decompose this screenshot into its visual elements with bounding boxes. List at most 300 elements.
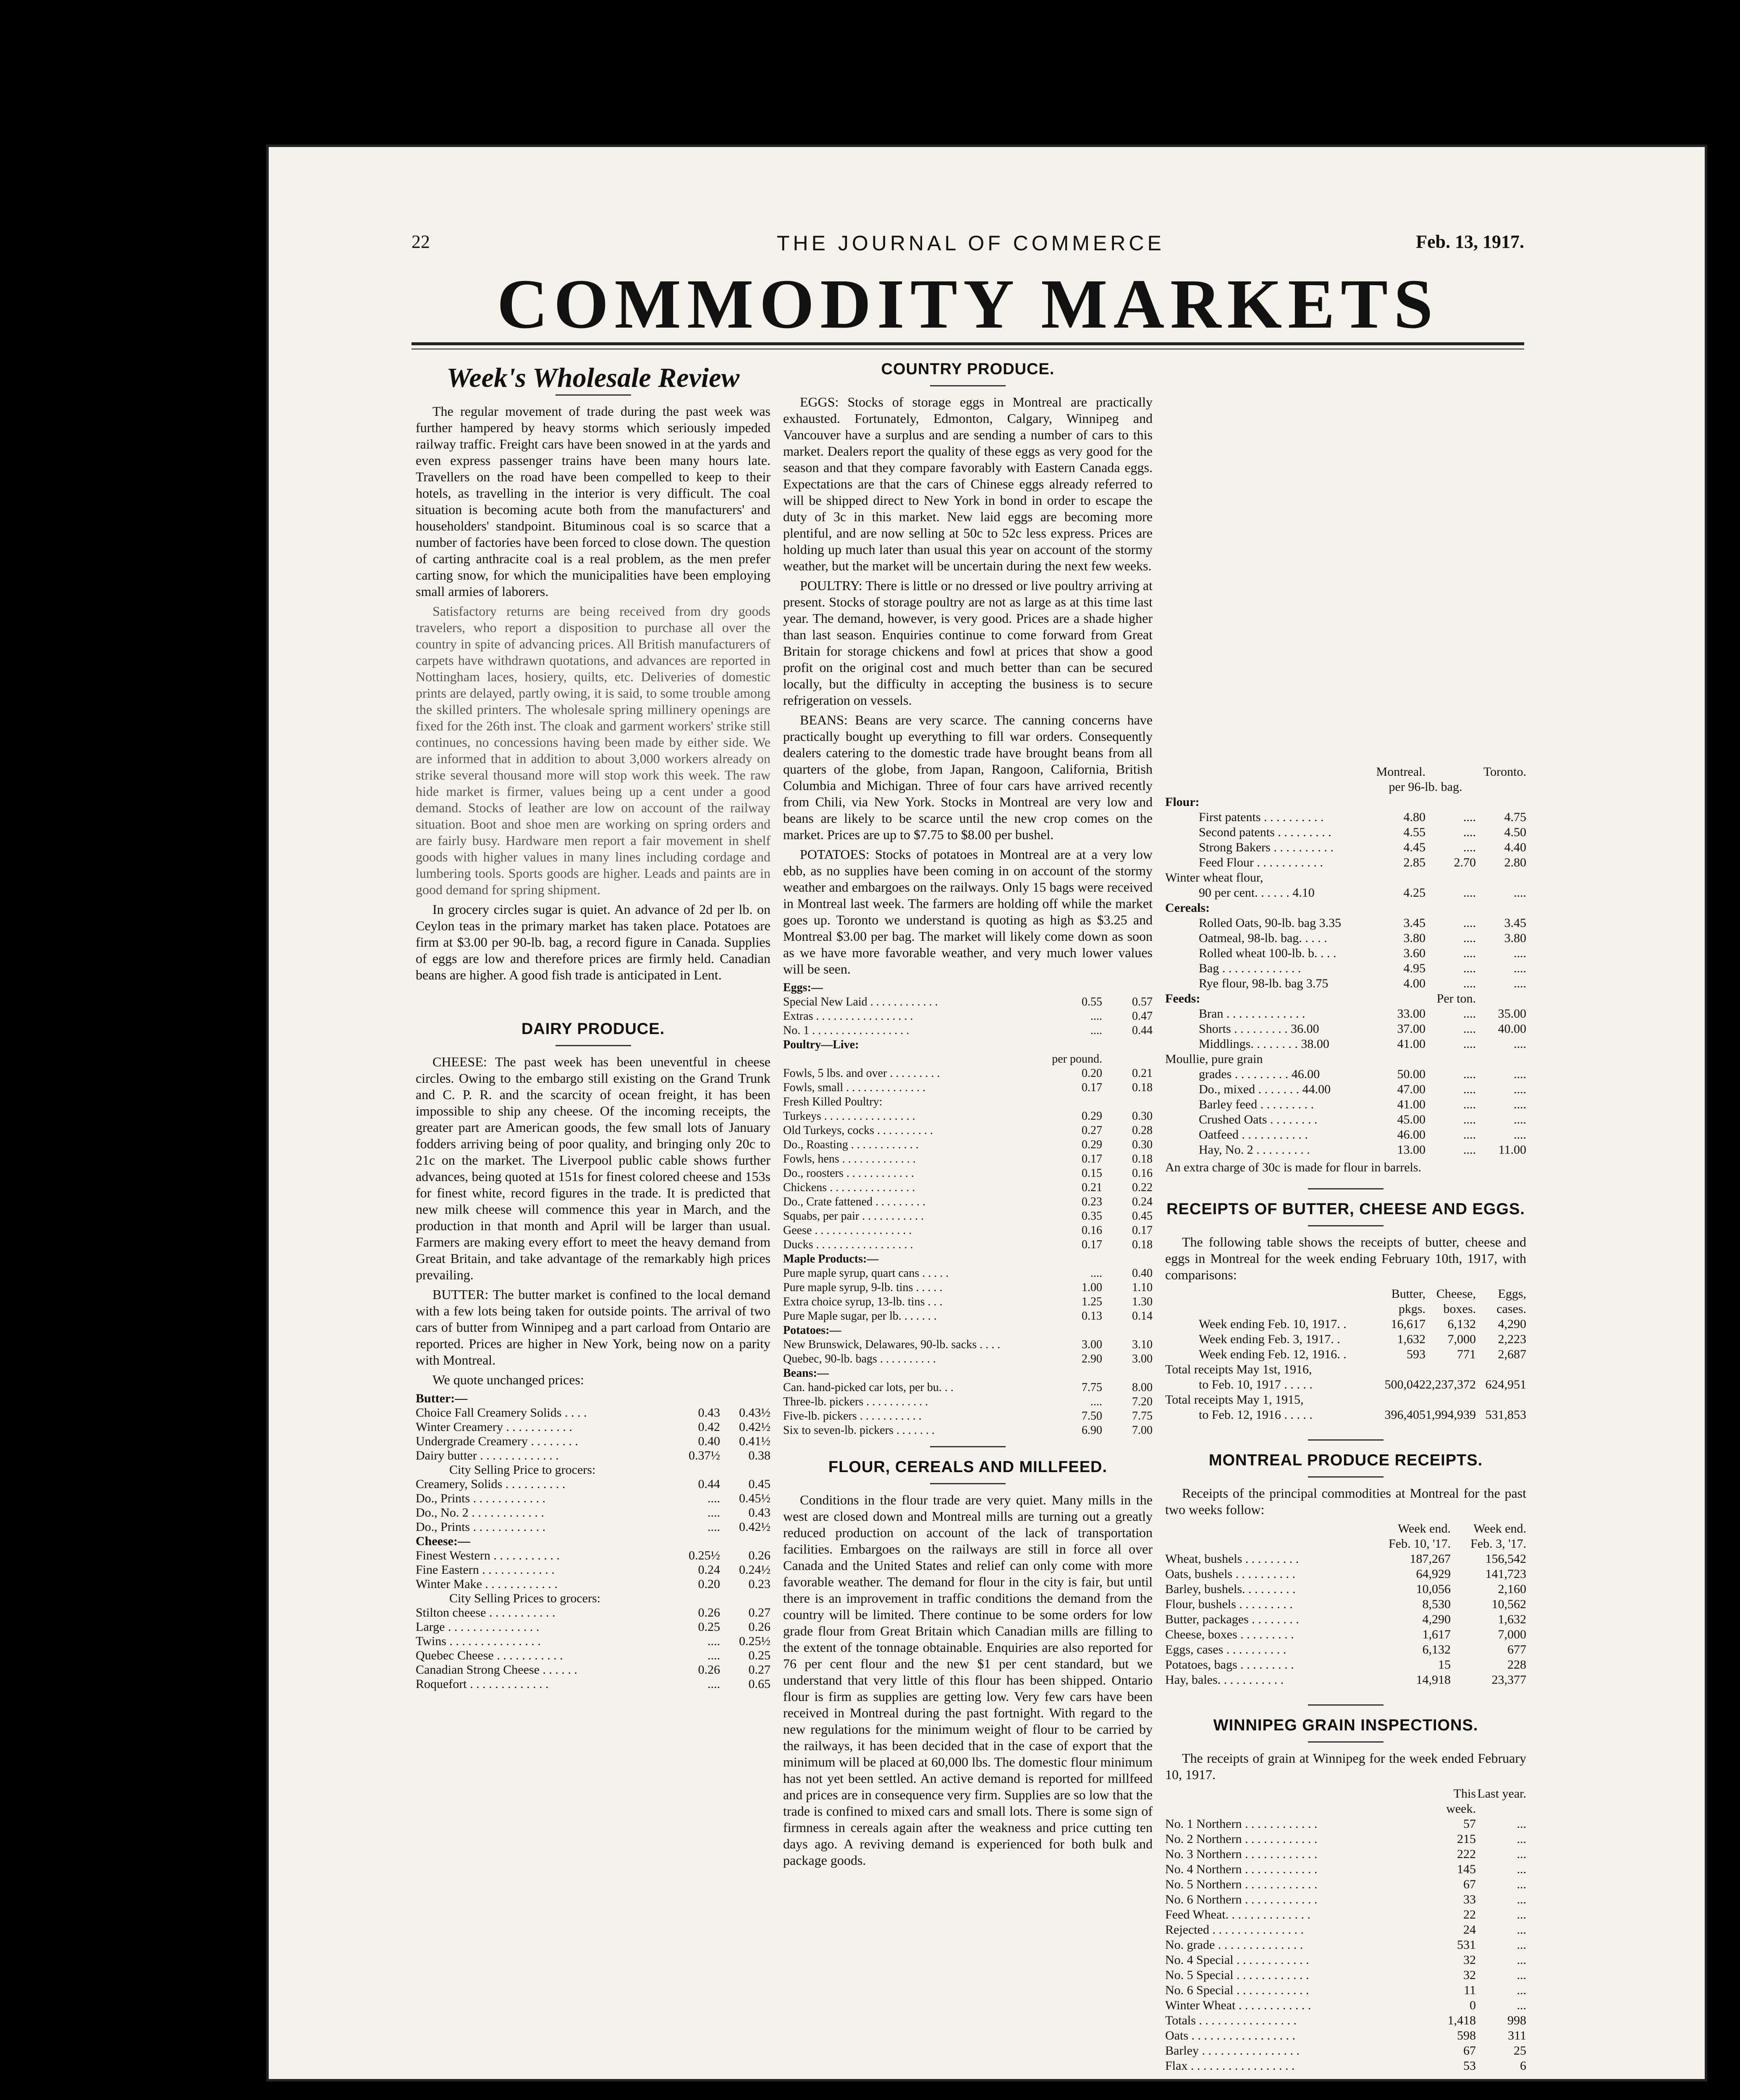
table-row [1165, 991, 1526, 1006]
table-cell: Pure Maple sugar, per lb. . . . . . . [783, 1310, 937, 1323]
table-cell: 0.41½ [739, 1434, 770, 1448]
table-cell: Three-lb. pickers . . . . . . . . . . . [783, 1395, 928, 1408]
table-cell: Choice Fall Creamery Solids . . . . [416, 1406, 587, 1420]
divider [930, 1446, 1006, 1447]
table-cell: Fowls, hens . . . . . . . . . . . . . [783, 1152, 916, 1166]
table-cell [1375, 991, 1426, 1006]
table-cell: 2.70 [1454, 856, 1476, 869]
table-cell: 7.00 [1132, 1424, 1153, 1437]
table-row [783, 1152, 1153, 1166]
divider [556, 1045, 631, 1046]
table-cell: 0.35 [1082, 1210, 1102, 1223]
table-cell: 1,632 [1397, 1332, 1426, 1346]
table-cell: Canadian Strong Cheese . . . . . . [416, 1663, 577, 1677]
table-cell [1476, 1362, 1526, 1377]
table-cell: Hay, bales. . . . . . . . . . . [1165, 1673, 1284, 1687]
table-cell: 0.17 [1082, 1152, 1102, 1166]
divider [930, 1483, 1006, 1484]
table-cell: 4.45 [1403, 840, 1426, 854]
table-cell: ... [1517, 1983, 1526, 1997]
table-cell: ... [1517, 1938, 1526, 1952]
table-cell: Do., No. 2 . . . . . . . . . . . . [416, 1506, 544, 1520]
table-cell: Do., Prints . . . . . . . . . . . . [416, 1520, 546, 1534]
table-row [1165, 1937, 1526, 1953]
table-cell [1426, 795, 1476, 810]
table-cell: 0.30 [1132, 1138, 1153, 1151]
table-cell: No. 6 Northern . . . . . . . . . . . . [1165, 1893, 1318, 1906]
table-cell [783, 1052, 1052, 1066]
table-row [1165, 1067, 1526, 1082]
review-title: Week's Wholesale Review [446, 362, 740, 393]
table-cell: 45.00 [1397, 1113, 1426, 1126]
table-cell: 228 [1507, 1658, 1526, 1672]
table-cell [1102, 1095, 1153, 1109]
table-cell: .... [1514, 1097, 1526, 1111]
table-cell [1052, 1323, 1102, 1338]
table-cell: Fresh Killed Poultry: [783, 1095, 883, 1108]
table-cell: 4.00 [1403, 976, 1426, 990]
table-cell: 33.00 [1397, 1007, 1426, 1021]
table-cell: 53 [1463, 2059, 1476, 2073]
table-row [1165, 900, 1526, 916]
table-row [783, 1252, 1153, 1266]
review-paragraph: Satisfactory returns are being received from dry goods travelers, who report a disposition to purchase all over the country in spite of advancing prices. All British manufacturers of carpets have withdrawn quotations, and advances are reported in Nottingham laces, hosiery, quilts, etc. Deliveries of domestic prints are delayed, partly owing, it is said, to some trouble among the skilled printers. The wholesale spring millinery openings are fixed for the 26th inst. The cloak and garment workers' strike still continues, no concessions having been made by either side. We are informed that in addition to about 3,000 workers already on strike several thousand more will stop work this week. The raw hide market is firmer, values being up a cent under a good demand. Stocks of leather are low on account of the railway situation. Boot and shoe men are working on spring orders and are fairly busy. Hardware men report a fair movement in shelf goods with higher values in many lines including cordage and lumbering tools. Sports goods are higher. Leads and paints are in good demand for spring shipment. [416, 604, 770, 897]
table-cell: Crushed Oats . . . . . . . . [1199, 1113, 1318, 1126]
table-cell: No. grade . . . . . . . . . . . . . . [1165, 1938, 1303, 1952]
table-cell: Extras . . . . . . . . . . . . . . . . . [783, 1010, 913, 1023]
table-row [783, 1024, 1153, 1038]
table-row [416, 1406, 770, 1420]
table-cell: 624,951 [1485, 1378, 1526, 1391]
divider [1308, 1476, 1384, 1478]
table-row [1165, 1317, 1526, 1332]
table-cell: 156,542 [1485, 1552, 1526, 1566]
table-cell: First patents . . . . . . . . . . [1199, 810, 1324, 824]
table-cell [670, 1391, 720, 1406]
table-cell: 0.25 [748, 1648, 770, 1662]
table-row [783, 1066, 1153, 1081]
table-cell: .... [1090, 1010, 1102, 1023]
table-row [1165, 916, 1526, 931]
table-cell: 3.10 [1132, 1338, 1153, 1351]
col-header: Montreal. [1376, 765, 1426, 779]
table-cell [1375, 1362, 1426, 1377]
table-cell: Five-lb. pickers . . . . . . . . . . . [783, 1410, 922, 1423]
table-cell: .... [1514, 1037, 1526, 1051]
table-cell: Undergrade Creamery . . . . . . . . [416, 1434, 578, 1448]
table-cell: Oats, bushels . . . . . . . . . . [1165, 1567, 1295, 1581]
table-row [783, 1309, 1153, 1323]
table-row [416, 1634, 770, 1648]
table-cell: Totals . . . . . . . . . . . . . . . . [1165, 2013, 1297, 2027]
table-cell: ... [1517, 1862, 1526, 1876]
table-cell: .... [1514, 1113, 1526, 1126]
table-row [1165, 1983, 1526, 1998]
table-cell: Feed Wheat. . . . . . . . . . . . . . [1165, 1908, 1311, 1922]
table-row [1165, 1816, 1526, 1832]
table-row [783, 1038, 1153, 1052]
table-cell: .... [1090, 1395, 1102, 1408]
table-row [783, 1223, 1153, 1238]
table-row [416, 1463, 770, 1477]
table-cell [1052, 1366, 1102, 1381]
table-cell: 0.24 [1132, 1195, 1153, 1208]
flour-note: An extra charge of 30c is made for flour in barrels. [1165, 1160, 1422, 1174]
table-cell: 0.16 [1082, 1224, 1102, 1237]
col-header: Butter, pkgs. [1391, 1287, 1426, 1316]
table-row [1165, 946, 1526, 961]
table-cell: City Selling Prices to grocers: [449, 1591, 600, 1605]
table-row [783, 1124, 1153, 1138]
table-cell: 22 [1463, 1908, 1476, 1922]
table-cell: Winter Creamery . . . . . . . . . . . [416, 1420, 572, 1434]
receipts-title: RECEIPTS OF BUTTER, CHEESE AND EGGS. [1166, 1200, 1525, 1218]
table-cell: .... [1463, 1022, 1476, 1036]
table-cell: 0.18 [1132, 1238, 1153, 1251]
table-row [1165, 1097, 1526, 1112]
review-paragraph: The regular movement of trade during the past week was further hampered by heavy storms which seriously impeded railway traffic. Freight cars have been snowed in at the yards and even express passenger trains have been many hours late. Travellers on the road have been compelled to keep to their hotels, as travelling in the interior is very difficult. The coal situation is becoming acute both from the manufacturers' and householders' standpoint. Bituminous coal is so scarce that a number of factories have been forced to close down. The question of carting anthracite coal is a real problem, as the men prefer carting snow, for which the municipalities have been employing small armies of laborers. [416, 404, 770, 599]
table-row [1165, 931, 1526, 946]
table-cell: Shorts . . . . . . . . . 36.00 [1199, 1022, 1319, 1036]
table-cell: ... [1517, 1832, 1526, 1846]
table-cell: 0.40 [1132, 1267, 1153, 1280]
table-row [416, 1391, 770, 1406]
table-cell: 11 [1464, 1983, 1476, 1997]
table-cell: 0.16 [1132, 1167, 1153, 1180]
table-cell: 64,929 [1416, 1567, 1451, 1581]
col-header: Last year. [1477, 1787, 1526, 1801]
table-cell: 0.14 [1132, 1310, 1153, 1323]
table-row [1165, 1392, 1526, 1407]
dairy-price-table [416, 1391, 770, 1691]
table-row [1165, 870, 1526, 885]
page-number: 22 [411, 231, 430, 252]
table-cell: .... [1090, 1024, 1102, 1037]
table-row [1165, 1642, 1526, 1657]
table-cell: .... [1514, 976, 1526, 990]
table-cell: 16,617 [1391, 1317, 1426, 1331]
table-cell: per pound. [1052, 1053, 1102, 1066]
table-cell: 0.38 [748, 1449, 770, 1462]
table-cell: Week ending Feb. 12, 1916. . [1199, 1347, 1347, 1361]
table-cell: Do., mixed . . . . . . . 44.00 [1199, 1082, 1331, 1096]
table-cell: 0.27 [748, 1663, 770, 1677]
divider [1308, 1225, 1384, 1226]
table-cell: .... [1463, 976, 1476, 990]
table-cell: 4.50 [1504, 825, 1526, 839]
table-cell: 2.80 [1504, 856, 1526, 869]
table-cell: No. 5 Special . . . . . . . . . . . . [1165, 1968, 1309, 1982]
table-cell: 0.40 [698, 1434, 720, 1448]
table-cell: 187,267 [1410, 1552, 1451, 1566]
table-row [416, 1434, 770, 1449]
table-cell: ... [1517, 1968, 1526, 1982]
table-cell: 2.85 [1403, 856, 1426, 869]
table-cell: 15 [1438, 1658, 1451, 1672]
table-row [783, 1052, 1153, 1066]
table-cell: 215 [1457, 1832, 1476, 1846]
table-cell: 6.90 [1082, 1424, 1102, 1437]
table-cell: Quebec Cheese . . . . . . . . . . . [416, 1648, 563, 1662]
table-cell [1102, 1366, 1153, 1381]
table-cell [1052, 1095, 1102, 1109]
table-cell: 37.00 [1397, 1022, 1426, 1036]
divider [556, 394, 631, 396]
table-cell: 771 [1457, 1347, 1476, 1361]
table-cell: Maple Products:— [783, 1252, 879, 1265]
table-cell: 531,853 [1485, 1408, 1526, 1422]
table-cell: Twins . . . . . . . . . . . . . . . [416, 1634, 541, 1648]
table-cell: .... [1463, 931, 1476, 945]
table-cell: 41.00 [1397, 1097, 1426, 1111]
table-cell: 0.45 [748, 1477, 770, 1491]
table-row [1165, 1998, 1526, 2013]
table-cell: Cereals: [1165, 901, 1210, 915]
country-paragraph: POULTRY: There is little or no dressed or live poultry arriving at present. Stocks of storage poultry are not as large as at this time last year. The demand, however, is very good. Prices are a shade higher than last season. Enquiries continue to come forward from Great Britain for storage chickens and fowl at prices that show a good profit on the original cost and much better than can be secured locally, but the difficulty in accepting the business is to secure refrigeration on vessels. [783, 578, 1153, 708]
table-cell: 33 [1463, 1893, 1476, 1906]
table-cell: 0.42½ [739, 1520, 770, 1534]
table-row [1165, 810, 1526, 825]
table-cell: .... [1090, 1267, 1102, 1280]
table-cell: .... [1514, 886, 1526, 900]
table-cell: 0.28 [1132, 1124, 1153, 1137]
table-cell [670, 1463, 720, 1477]
table-cell: 0.29 [1082, 1138, 1102, 1151]
table-cell [720, 1534, 770, 1549]
table-cell: 0.18 [1132, 1152, 1153, 1166]
table-cell: Fine Eastern . . . . . . . . . . . . [416, 1563, 555, 1577]
table-cell: Large . . . . . . . . . . . . . . . [416, 1620, 540, 1634]
col-header: Cheese, boxes. [1436, 1287, 1476, 1316]
table-cell: 23,377 [1491, 1673, 1526, 1687]
table-cell: .... [1463, 1082, 1476, 1096]
table-cell: Total receipts May 1, 1915, [1165, 1393, 1304, 1407]
table-cell: 2,687 [1498, 1347, 1526, 1361]
table-cell: .... [1463, 1143, 1476, 1157]
table-row [1165, 1407, 1526, 1423]
table-row [1165, 1362, 1526, 1377]
table-cell: Cheese:— [416, 1534, 470, 1548]
table-cell: Per ton. [1436, 992, 1476, 1005]
table-cell: 4,290 [1498, 1317, 1526, 1331]
table-cell: Extra choice syrup, 13-lb. tins . . . [783, 1295, 943, 1308]
table-cell: 10,056 [1416, 1582, 1451, 1596]
table-cell: 47.00 [1397, 1082, 1426, 1096]
table-cell: Week ending Feb. 3, 1917. . [1199, 1332, 1340, 1346]
table-row [783, 1352, 1153, 1366]
table-cell: 531 [1457, 1938, 1476, 1952]
table-cell: .... [1463, 1067, 1476, 1081]
table-cell: Bag . . . . . . . . . . . . . [1199, 961, 1301, 975]
table-row [1165, 1021, 1526, 1037]
table-cell: Beans:— [783, 1367, 829, 1380]
table-cell: 50.00 [1397, 1067, 1426, 1081]
table-cell: .... [1514, 1067, 1526, 1081]
table-cell: 90 per cent. . . . . . 4.10 [1199, 886, 1315, 900]
masthead-rule [411, 342, 1524, 345]
table-row [783, 1381, 1153, 1395]
flour-title: FLOUR, CEREALS AND MILLFEED. [828, 1458, 1108, 1476]
table-cell: .... [1463, 825, 1476, 839]
table-cell: Barley feed . . . . . . . . . [1199, 1097, 1314, 1111]
table-cell: .... [1463, 810, 1476, 824]
table-cell: New Brunswick, Delawares, 90-lb. sacks . . . . [783, 1338, 1001, 1351]
table-row [783, 1195, 1153, 1209]
table-cell: No. 2 Northern . . . . . . . . . . . . [1165, 1832, 1318, 1846]
table-cell: Stilton cheese . . . . . . . . . . . [416, 1606, 556, 1620]
table-cell: 6,132 [1447, 1317, 1476, 1331]
table-cell: 593 [1407, 1347, 1426, 1361]
table-cell: 0.21 [1082, 1181, 1102, 1194]
table-row [416, 1449, 770, 1463]
table-cell: 145 [1457, 1862, 1476, 1876]
table-cell: 0.25 [698, 1620, 720, 1634]
table-cell: 1.25 [1082, 1295, 1102, 1308]
winnipeg-title: WINNIPEG GRAIN INSPECTIONS. [1213, 1717, 1478, 1734]
table-cell: 0.17 [1082, 1081, 1102, 1094]
table-cell: 0.18 [1132, 1081, 1153, 1094]
divider [1308, 1439, 1384, 1441]
table-cell: Do., Roasting . . . . . . . . . . . . [783, 1138, 919, 1151]
table-cell: 6 [1520, 2059, 1526, 2073]
table-cell: Rolled wheat 100-lb. b. . . . [1199, 946, 1336, 960]
table-cell [1476, 1392, 1526, 1407]
table-cell: 0.44 [698, 1477, 720, 1491]
table-cell: .... [1463, 916, 1476, 930]
divider [1308, 1188, 1384, 1189]
table-cell: 2,223 [1498, 1332, 1526, 1346]
col-header: Week end. Feb. 10, '17. [1389, 1522, 1451, 1551]
table-cell: to Feb. 10, 1917 . . . . . [1199, 1378, 1313, 1391]
table-cell: 0.15 [1082, 1167, 1102, 1180]
table-cell: 0.23 [748, 1577, 770, 1591]
table-cell [1102, 1038, 1153, 1052]
table-row [783, 1166, 1153, 1181]
flour-paragraph: Conditions in the flour trade are very quiet. Many mills in the west are closed down and Montreal mills are turning out a greatly reduced production on account of the lack of transportation facilities. Embargoes on the railways are still in force all over Canada and the United States and relief can only come with more favorable weather. The demand for flour in the city is fair, but until there is an improvement in traffic conditions the demand from the country will be limited. There continue to be some orders for low grade flour from Great Britain which Canadian mills are filling to the extent of the tonnage obtainable. Enquiries are also reported for 76 per cent flour and the new $1 per cent standard, but we understand that very little of this flour has been shipped. Ontario flour is firm as supplies are getting low. Very few cars have been received in Montreal during the past fortnight. With regard to the new regulations for the minimum weight of flour to be carried by the railways, it has been decided that in the case of export that the minimum will be placed at 60,000 lbs. The domestic flour minimum has not yet been settled. An active demand is reported for millfeed and prices are in consequence very firm. Supplies are so low that the trade is confined to mixed cars and small lots. There is some sign of firmness in cereals again after the weakness and price cutting ten days ago. A reviving demand is experienced for both bulk and package goods. [783, 1492, 1153, 1868]
table-cell: Potatoes:— [783, 1324, 841, 1337]
table-row [783, 1423, 1153, 1438]
table-cell: 396,405 [1384, 1408, 1426, 1422]
table-cell: Winter wheat flour, [1165, 871, 1263, 885]
table-row [783, 1281, 1153, 1295]
table-cell: ... [1517, 1998, 1526, 2012]
table-cell: Special New Laid . . . . . . . . . . . . [783, 995, 938, 1008]
table-cell: 598 [1457, 2029, 1476, 2042]
table-cell: .... [708, 1506, 720, 1520]
table-cell: 0.65 [748, 1677, 770, 1691]
receipts-table [1165, 1286, 1526, 1423]
table-cell: 222 [1457, 1847, 1476, 1861]
table-cell: Feed Flour . . . . . . . . . . . [1199, 856, 1323, 869]
col-header: per 96-lb. bag. [1389, 780, 1462, 794]
table-cell: 14,918 [1416, 1673, 1451, 1687]
table-cell: No. 6 Special . . . . . . . . . . . . [1165, 1983, 1309, 1997]
table-cell: Eggs, cases . . . . . . . . . . [1165, 1643, 1287, 1656]
issue-date: Feb. 13, 1917. [1416, 231, 1524, 252]
table-cell: City Selling Price to grocers: [449, 1463, 596, 1477]
table-cell: 0.22 [1132, 1181, 1153, 1194]
table-cell: Squabs, per pair . . . . . . . . . . . [783, 1210, 924, 1223]
col-header: Toronto. [1483, 765, 1526, 779]
table-cell: 0.24½ [739, 1563, 770, 1577]
divider [1308, 1741, 1384, 1743]
dairy-paragraph: CHEESE: The past week has been uneventful in cheese circles. Owing to the embargo still existing on the Grand Trunk and C. P. R. and the scarcity of ocean freight, it has been impossible to ship any cheese. Of the incoming receipts, the greater part are American goods, the few small lots of January fodders arriving being of poor quality, and bringing only 20c to 21c on the market. The Liverpool public cable shows further advances, being quoted at 151s for finest colored cheese and 153s for finest white, record figures in the trade. It is predicted that new milk cheese will commence this year in March, and the production in that month and April will be larger than usual. Farmers are making every effort to meet the heavy demand from Great Britain, and take advantage of the remarkably high prices prevailing. [416, 1054, 770, 1282]
table-cell: 3.80 [1504, 931, 1526, 945]
table-cell: 3.00 [1082, 1338, 1102, 1351]
table-cell: 0.26 [698, 1606, 720, 1620]
table-cell: 0.17 [1082, 1238, 1102, 1251]
table-cell: No. 1 . . . . . . . . . . . . . . . . . [783, 1024, 909, 1037]
table-cell [1052, 981, 1102, 995]
table-cell: Do., Crate fattened . . . . . . . . . [783, 1195, 926, 1208]
table-cell: 10,562 [1491, 1597, 1526, 1611]
table-row [1165, 1847, 1526, 1862]
table-cell: 0.43 [748, 1506, 770, 1520]
produce-table [1165, 1521, 1526, 1688]
table-row [1165, 1082, 1526, 1097]
table-row [1165, 840, 1526, 855]
journal-title: THE JOURNAL OF COMMERCE [777, 231, 1165, 255]
table-cell: 40.00 [1498, 1022, 1526, 1036]
table-cell: 1,418 [1447, 2013, 1476, 2027]
table-cell: 3.60 [1403, 946, 1426, 960]
table-cell: Butter, packages . . . . . . . . [1165, 1612, 1299, 1626]
table-cell: 7,000 [1498, 1628, 1526, 1641]
table-cell [1052, 1038, 1102, 1052]
table-cell: Ducks . . . . . . . . . . . . . . . . . [783, 1238, 913, 1251]
dairy-paragraph: BUTTER: The butter market is confined to the local demand with a few lots being taken for outside points. The arrival of two cars of butter from Winnipeg and a part carload from Ontario are reported. Prices are higher in New York, being now on a parity with Montreal. [416, 1287, 770, 1368]
table-cell: 57 [1463, 1817, 1476, 1831]
table-cell [1426, 870, 1476, 885]
table-cell: 24 [1463, 1923, 1476, 1937]
table-cell: 4.80 [1403, 810, 1426, 824]
table-cell: .... [708, 1677, 720, 1691]
table-cell: 0.20 [698, 1577, 720, 1591]
table-cell: 0.17 [1132, 1224, 1153, 1237]
table-cell: ... [1517, 1817, 1526, 1831]
table-cell: to Feb. 12, 1916 . . . . . [1199, 1408, 1313, 1422]
table-cell: Barley, bushels. . . . . . . . . [1165, 1582, 1296, 1596]
table-cell: ... [1517, 1847, 1526, 1861]
winnipeg-table [1165, 1786, 1526, 2074]
table-row [416, 1577, 770, 1591]
country-paragraph: POTATOES: Stocks of potatoes in Montreal are at a very low ebb, as no supplies have been coming in on account of the stormy weather and embargoes on the railways. Only 15 bags were received in Montreal last week. The farmers are holding off while the market goes up. Toronto we understand is quoting as high as $3.25 and Montreal $3.00 per bag. The market will likely come down as soon as we have more favorable weather, and very much lower values will be seen. [783, 847, 1153, 976]
table-cell: 0.37½ [689, 1449, 720, 1462]
table-cell: ... [1517, 1953, 1526, 1967]
table-cell: 7.50 [1082, 1410, 1102, 1423]
table-row [1165, 795, 1526, 810]
table-row [416, 1491, 770, 1506]
table-cell: 32 [1463, 1968, 1476, 1982]
table-row [1165, 1953, 1526, 1968]
table-row [783, 1095, 1153, 1109]
table-row [416, 1549, 770, 1563]
table-cell [1102, 1052, 1153, 1066]
table-cell: 0.25½ [689, 1549, 720, 1562]
col-header: Eggs, cases. [1496, 1287, 1526, 1316]
table-cell: 141,723 [1485, 1567, 1526, 1581]
table-cell: 0.45½ [739, 1491, 770, 1505]
table-cell: 4,290 [1422, 1612, 1451, 1626]
table-row [1165, 1006, 1526, 1021]
table-cell: .... [1463, 946, 1476, 960]
table-cell: 0.26 [698, 1663, 720, 1677]
table-cell: 7.20 [1132, 1395, 1153, 1408]
table-cell: .... [1463, 1007, 1476, 1021]
table-cell: ... [1517, 1923, 1526, 1937]
table-row [416, 1563, 770, 1577]
country-paragraph: BEANS: Beans are very scarce. The canning concerns have practically bought up everything to fill war orders. Consequently dealers catering to the domestic trade have brought beans from all quarters of the globe, from Japan, Rangoon, California, British Columbia and Michigan. Three of four cars have arrived recently from Chili, via New York. Stocks in Montreal are very low and beans are likely to be scarce until the new crop comes on the market. Prices are up to $7.75 to $8.00 per bushel. [783, 712, 1153, 842]
